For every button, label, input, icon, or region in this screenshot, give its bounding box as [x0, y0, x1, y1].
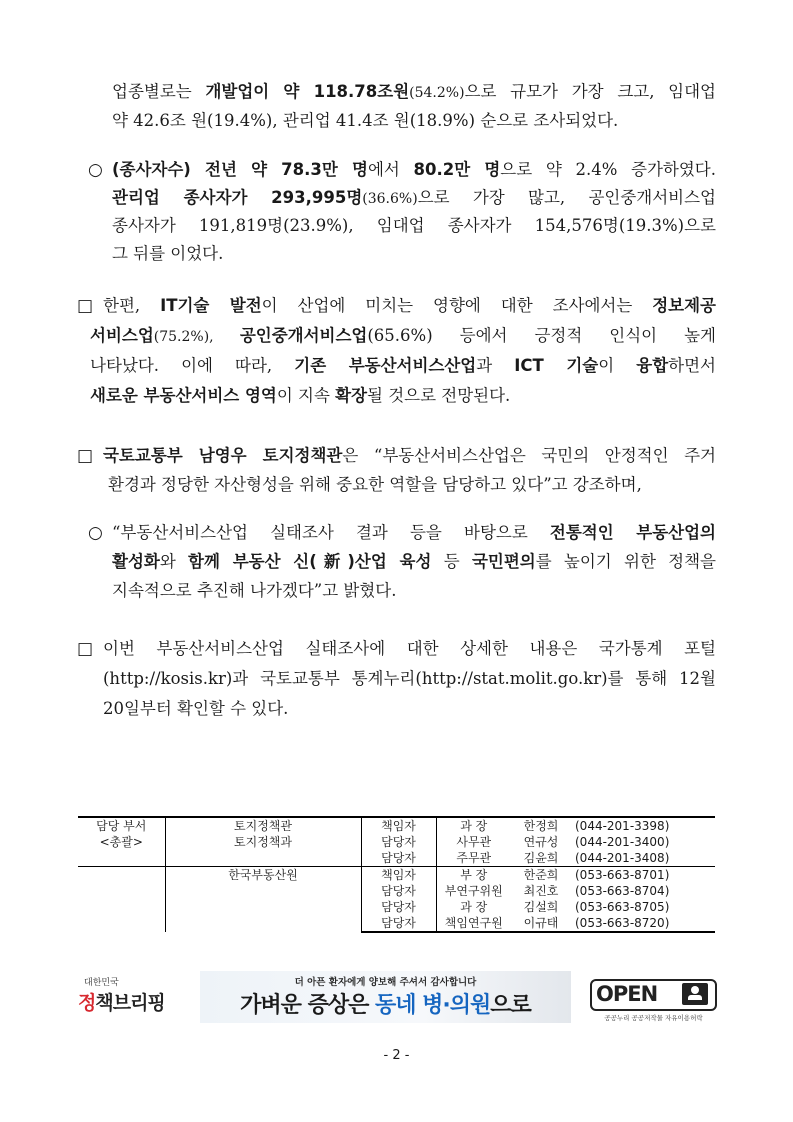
phone-cell: (044-201-3400) [575, 835, 670, 849]
text-small: (75.2%), [153, 329, 240, 345]
title-cell: 주무관 [436, 850, 511, 867]
text-run: 이 산업에 미치는 영향에 대한 조사에서는 [261, 296, 653, 315]
text-bold: 확장 [335, 386, 368, 405]
square-bullet: □ [77, 639, 94, 659]
circle-bullet: ○ [88, 523, 103, 543]
open-license-badge[interactable] [590, 979, 717, 1023]
org-name: 한국부동산원 [165, 867, 361, 933]
body-line [103, 296, 716, 316]
name-cell: 김설희 [523, 900, 559, 914]
circle-bullet: ○ [88, 160, 103, 180]
name-cell: 이규태 [511, 915, 571, 932]
role-cell: 담당자 [361, 850, 436, 867]
title-cell: 과 장 [436, 817, 511, 834]
body-line: 지속적으로 추진해 나가겠다”고 밝혔다. [112, 581, 397, 600]
dept-cell-empty [78, 867, 165, 933]
banner-headline-a: 가벼운 증상은 [240, 993, 376, 1018]
text-bold: 80.2만 명 [413, 160, 501, 179]
text-run: 이 지속 [276, 386, 336, 405]
body-line: 그 뒤를 이었다. [112, 244, 224, 263]
org-cell [165, 817, 361, 867]
body-line [103, 446, 716, 466]
title-cell: 부 장 [436, 867, 511, 884]
name-cell: 연규성 [523, 835, 559, 849]
text-bold: 공인중개서비스업 [239, 326, 368, 345]
logo-main-text [78, 988, 165, 1015]
text-bold: 기존 부동산서비스산업 [294, 356, 477, 375]
text-run: 은 “부동산서비스산업은 국민의 안정적인 주거 [342, 446, 716, 465]
text-bold: 국토교통부 남영우 토지정책관 [103, 446, 343, 465]
body-line: 이번 부동산서비스산업 실태조사에 대한 상세한 내용은 국가통계 포털 [103, 639, 716, 658]
title-cell: 부연구위원 [436, 883, 511, 899]
attribution-person-icon [682, 983, 708, 1005]
banner-headline [200, 988, 571, 1019]
body-line [90, 356, 716, 376]
text-run: 한편, [103, 296, 161, 315]
text-run: 과 [476, 356, 515, 375]
title-cell: 책임연구원 [436, 915, 511, 932]
contacts-table [78, 816, 715, 933]
table-row [78, 817, 715, 834]
page-number: - 2 - [383, 1048, 410, 1063]
banner-headline-c: 으로 [490, 993, 531, 1018]
text-run: 으로 규모가 가장 크고, 임대업 [464, 82, 717, 101]
dept-label: 담당 부서 [96, 819, 147, 833]
logo-rest-text: 책브리핑 [95, 992, 165, 1014]
text-run: 이 [598, 356, 637, 375]
text-bold: 국민편의 [471, 552, 536, 571]
body-line: 종사자가 191,819명(23.9%), 임대업 종사자가 154,576명(19.3%)으로 [112, 216, 716, 235]
phone-cell: (044-201-3398) [571, 817, 715, 834]
logo-small-text: 대한민국 [84, 978, 119, 988]
text-run: “부동산서비스산업 실태조사 결과 등을 바탕으로 [112, 523, 550, 542]
body-line [112, 188, 716, 209]
title-cell: 사무관 [436, 834, 511, 850]
body-line [112, 160, 716, 180]
title-cell: 과 장 [436, 899, 511, 915]
banner-subtitle: 더 아픈 환자에게 양보해 주셔서 감사합니다 [294, 977, 477, 988]
phone-cell: (053-663-8704) [575, 884, 670, 898]
text-run: 나타났다. 이에 따라, [90, 356, 295, 375]
text-bold: 새로운 부동산서비스 영역 [90, 386, 277, 405]
dept-cell [78, 817, 165, 867]
org-sub: 토지정책과 [234, 835, 292, 849]
text-bold: 서비스업 [90, 326, 154, 345]
open-badge-label: OPEN [596, 982, 658, 1006]
phone-cell: (053-663-8720) [571, 915, 715, 932]
square-bullet: □ [77, 446, 94, 466]
public-campaign-banner[interactable] [200, 971, 571, 1023]
role-cell: 책임자 [361, 817, 436, 834]
text-bold: 함께 부동산 신(新)산업 육성 [188, 552, 432, 571]
open-badge-caption: 공공누리 공공저작물 자유이용허락 [604, 1014, 703, 1022]
phone-cell: (044-201-3408) [575, 851, 670, 865]
table-row [78, 867, 715, 884]
role-cell: 책임자 [361, 867, 436, 884]
text-bold: ICT 기술 [514, 356, 599, 375]
name-cell: 최진호 [523, 884, 559, 898]
body-line: 환경과 정당한 자산형성을 위해 중요한 역할을 담당하고 있다”고 강조하며, [108, 475, 642, 494]
text-run: 를 높이기 위한 정책을 [535, 552, 716, 571]
text-bold: (종사자수) 전년 약 78.3만 명 [112, 160, 368, 179]
body-line [112, 552, 716, 572]
text-small: (36.6%) [362, 191, 418, 207]
name-cell: 김윤희 [523, 851, 559, 865]
body-line: 20일부터 확인할 수 있다. [103, 699, 289, 718]
phone-cell: (053-663-8705) [575, 900, 670, 914]
body-line [90, 326, 716, 347]
name-cell: 한준희 [511, 867, 571, 884]
text-bold: 전통적인 부동산업의 [549, 523, 716, 542]
text-small: (54.2%) [409, 85, 465, 101]
role-cell: 담당자 [361, 834, 436, 850]
name-cell: 한정희 [511, 817, 571, 834]
square-bullet: □ [77, 296, 94, 316]
text-run: 될 것으로 전망된다. [367, 386, 511, 405]
text-run: (65.6%) 등에서 긍정적 인식이 높게 [367, 326, 716, 345]
text-run: 등 [431, 552, 472, 571]
phone-cell: (053-663-8701) [571, 867, 715, 884]
org-name: 토지정책관 [234, 819, 292, 833]
text-bold: 활성화 [112, 552, 160, 571]
text-bold: 정보제공 [652, 296, 716, 315]
body-line [90, 386, 510, 406]
text-bold: 관리업 종사자가 293,995명 [112, 188, 363, 207]
text-run: 하면서 [668, 356, 716, 375]
body-line: (http://kosis.kr)과 국토교통부 통계누리(http://stat.molit.go.kr)를 통해 12월 [103, 669, 716, 688]
text-run: 와 [159, 552, 189, 571]
body-line: 약 42.6조 원(19.4%), 관리업 41.4조 원(18.9%) 순으로 조사되었다. [112, 111, 619, 130]
role-cell: 담당자 [361, 883, 436, 899]
banner-headline-b: 동네 병·의원 [375, 993, 491, 1018]
role-cell: 담당자 [361, 899, 436, 915]
role-cell: 담당자 [361, 915, 436, 932]
body-line [112, 523, 716, 543]
logo-accent-text: 정 [78, 992, 96, 1014]
text-run: 으로 가장 많고, 공인중개서비스업 [417, 188, 716, 207]
text-run: 으로 약 2.4% 증가하였다. [500, 160, 716, 179]
body-line [112, 82, 716, 103]
text-run: 업종별로는 [112, 82, 206, 101]
text-run: 에서 [367, 160, 414, 179]
text-bold: IT기술 발전 [160, 296, 262, 315]
text-bold: 개발업이 약 118.78조원 [205, 82, 410, 101]
dept-sub: <총괄> [99, 835, 143, 849]
text-bold: 융합 [636, 356, 669, 375]
policy-briefing-logo[interactable] [78, 975, 178, 1023]
